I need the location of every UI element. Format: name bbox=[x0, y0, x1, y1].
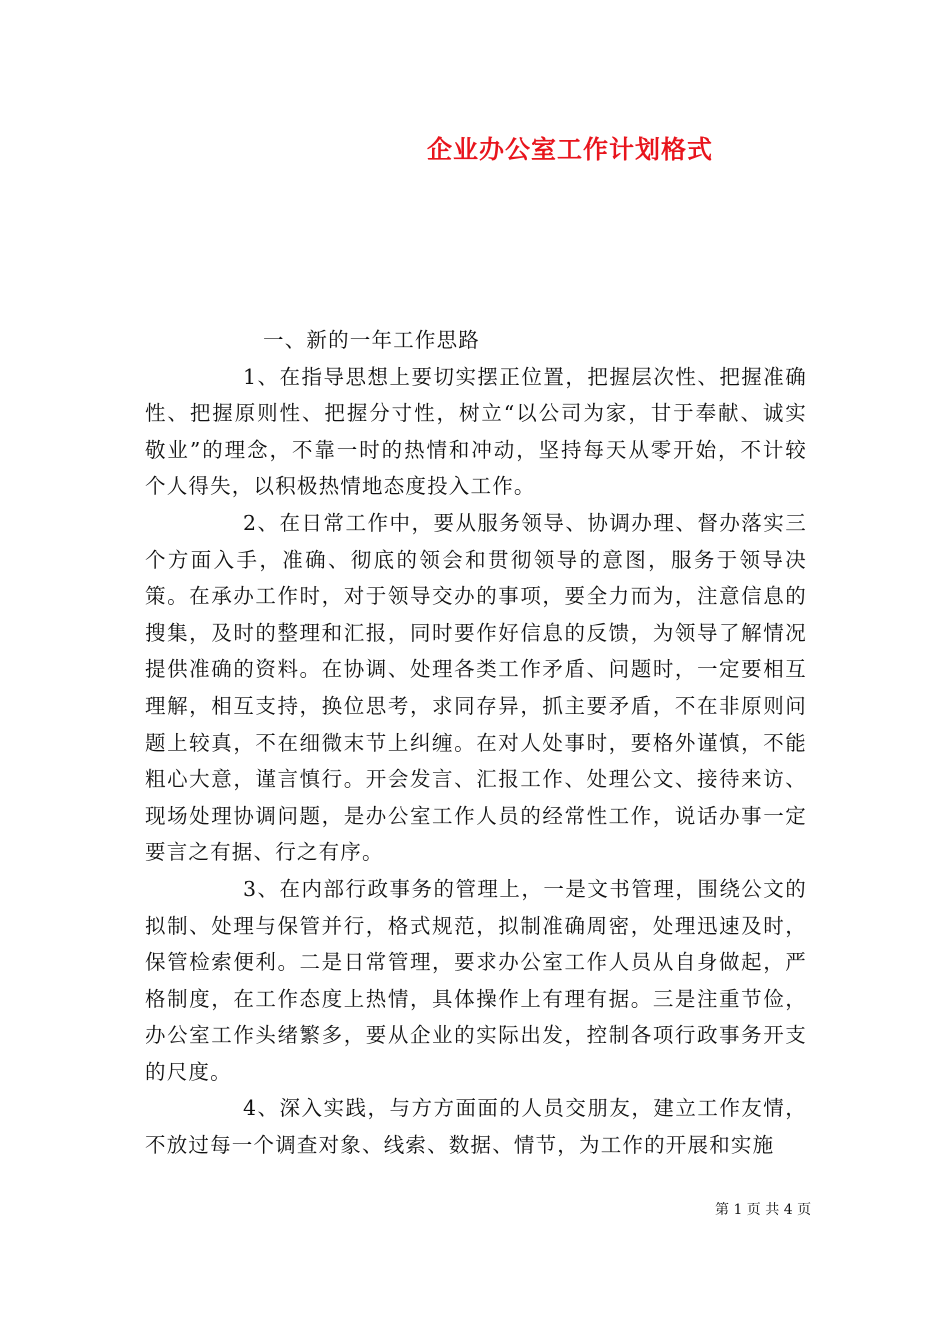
paragraph-2: 2、在日常工作中，要从服务领导、协调办理、督办落实三个方面入手，准确、彻底的领会和贯彻领导的意图，服务于领导决策。在承办工作时，对于领导交办的事项，要全力而为，注意信息的搜集，及时的整理和汇报，同时要作好信息的反馈，为领导了解情况提供准确的资料。在协调、处理各类工作矛盾、问题时，一定要相互理解，相互支持，换位思考，求同存异，抓主要矛盾，不在非原则问题上较真，不在细微末节上纠缠。在对人处事时，要格外谨慎，不能粗心大意，谨言慎行。开会发言、汇报工作、处理公文、接待来访、现场处理协调问题，是办公室工作人员的经常性工作，说话办事一定要言之有据、行之有序。 bbox=[145, 510, 807, 865]
document-title: 企业办公室工作计划格式 bbox=[426, 135, 713, 164]
paragraph-1: 1、在指导思想上要切实摆正位置，把握层次性、把握准确性、把握原则性、把握分寸性，树立“以公司为家，甘于奉献、诚实敬业”的理念，不靠一时的热情和冲动，坚持每天从零开始，不计较个人得失，以积极热情地态度投入工作。 bbox=[145, 364, 807, 499]
paragraph-3: 3、在内部行政事务的管理上，一是文书管理，围绕公文的拟制、处理与保管并行，格式规范，拟制准确周密，处理迅速及时，保管检索便利。二是日常管理，要求办公室工作人员从自身做起，严格制度，在工作态度上热情，具体操作上有理有据。三是注重节俭，办公室工作头绪繁多，要从企业的实际出发，控制各项行政事务开支的尺度。 bbox=[145, 876, 807, 1084]
page-number-footer: 第 1 页 共 4 页 bbox=[715, 1202, 812, 1218]
paragraph-4: 4、深入实践，与方方面面的人员交朋友，建立工作友情，不放过每一个调查对象、线索、数据、情节，为工作的开展和实施 bbox=[145, 1096, 807, 1158]
section-heading: 一、新的一年工作思路 bbox=[263, 328, 480, 352]
document-body bbox=[145, 322, 807, 1164]
